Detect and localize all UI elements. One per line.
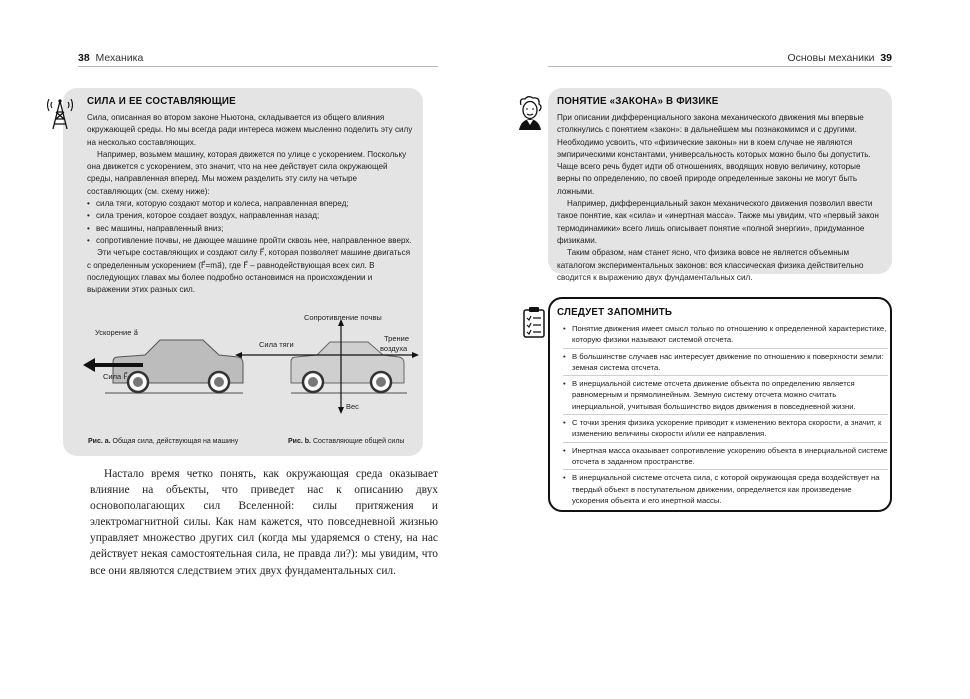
fig-b-friction-label-1: Трение (384, 334, 410, 343)
forces-box-title: СИЛА И ЕЕ СОСТАВЛЯЮЩИЕ (87, 96, 236, 107)
forces-list (87, 198, 414, 247)
forces-list-item: • сила тяги, которую создают мотор и колеса, направленная вперед; (87, 198, 414, 210)
fig-a-caption-label: Рис. a. (88, 438, 111, 445)
law-box-title: ПОНЯТИЕ «ЗАКОНА» В ФИЗИКЕ (557, 96, 719, 107)
remember-item: • Понятие движения имеет смысл только по отношению к определенной характеристике, которую физики называют системой отсчета. (563, 323, 888, 349)
radio-tower-icon (47, 97, 73, 131)
forces-list-item: • сопротивление почвы, не дающее машине пройти сквозь нее, направленное вверх. (87, 235, 414, 247)
remember-item: • В инерциальной системе отсчета движение объекта по определению является равномерным и прямолинейным. Земную систему отсчета можно считать инерциальной, учитывая большинство видов движения в повседневной жизни. (563, 378, 888, 415)
right-page-header (787, 52, 892, 64)
law-box-text (557, 112, 884, 284)
fig-a-caption (88, 438, 238, 445)
fig-b-thrust-label: Сила тяги (259, 340, 294, 349)
law-box-p1: При описании дифференциального закона механического движения мы впервые столкнулись с понятием «закон»: в дальнейшем мы познакомимся и с другими. Необходимо усвоить, что «физические законы» ни в коем случае не являются эмпирическими константами, универсальность которых можно было бы допустить. Чаще всего речь будет идти об отношениях, вводящих новую величину, которые верны по определению, по своей природе определенные законы не могут быть ложными. (557, 113, 871, 196)
forces-example: Например, возьмем машину, которая движется по улице с ускорением. Поскольку она движется с ускорением, это значит, что на нее действует сила окружающей среды, направленная вперед. Мы можем разделить эту силу на четыре составляющих (см. схему ниже): (87, 149, 407, 196)
right-section-title: Основы механики (787, 52, 875, 64)
fig-a-acceleration-label: Ускорение a⃗ (95, 328, 139, 337)
remember-list (563, 323, 888, 510)
main-paragraph-text: Настало время четко понять, как окружающая среда оказывает влияние на объекты, что приведет нас к описанию двух основополагающих сил Вселенной: силы притяжения и электромагнитной силы. Как нам кажется, что повседневной жизнью управляет множество других сил (когда мы ударяемся о стену, на нас действует некая самостоятельная сила, не правда ли?): мы увидим, что все они являются следствием этих двух фундаментальных сил. (90, 468, 438, 577)
remember-item: • Инертная масса оказывает сопротивление ускорению объекта в инерциальной системе отсчета в заданном пространстве. (563, 445, 888, 471)
remember-item: • В большинстве случаев нас интересует движение по отношению к поверхности земли: земная система отсчета. (563, 351, 888, 377)
fig-b-ground-resistance-label: Сопротивление почвы (304, 313, 382, 322)
spacer (168, 362, 169, 372)
fig-b-caption-label: Рис. b. (288, 438, 311, 445)
right-page-number: 39 (880, 52, 892, 64)
forces-list-item: • вес машины, направленный вниз; (87, 223, 414, 235)
einstein-portrait-icon (515, 95, 545, 131)
right-header-rule (548, 66, 892, 67)
forces-intro: Сила, описанная во втором законе Ньютона, складывается из общего влияния окружающей среды. Но мы всегда ради интереса можем мысленно поделить эту силу на несколько составляющих. (87, 113, 413, 147)
left-header-rule (78, 66, 438, 67)
left-page-number: 38 (78, 52, 90, 64)
remember-box-title: СЛЕДУЕТ ЗАПОМНИТЬ (557, 307, 673, 318)
remember-item: • С точки зрения физика ускорение приводит к изменению вектора скорости, а значит, к изменению величины скорости и/или ее направления. (563, 417, 888, 443)
remember-item: • В инерциальной системе отсчета сила, с которой окружающая среда воздействует на твердый объект в поступательном движении, определяется как произведение ускорения объекта и его инертной массы. (563, 472, 888, 508)
forces-conclusion: Эти четыре составляющих и создают силу F⃗, которая позволяет машине двигаться с определенным ускорением (F⃗=ma⃗), где F⃗ – равнодействующая всех сил. В последующих главах мы более подробно остановимся на происхождении и выражении этих разных сил. (87, 248, 411, 295)
law-box-p3: Таким образом, нам станет ясно, что физика вовсе не является объемным каталогом экспериментальных законов: вся классическая физика действительно сводится к выражению двух фундаментальных сил. (557, 248, 864, 282)
left-page-header (78, 52, 143, 64)
forces-box-text (87, 112, 414, 296)
checklist-clipboard-icon (522, 306, 546, 338)
forces-list-item: • сила трения, которое создает воздух, направленная назад; (87, 210, 414, 222)
fig-a-force-label: Сила F⃗ (103, 372, 128, 381)
fig-a-caption-text: Общая сила, действующая на машину (112, 438, 239, 445)
fig-b-caption-text: Составляющие общей силы (312, 438, 405, 445)
fig-b-friction-label-2: воздуха (380, 344, 408, 353)
fig-b-caption (288, 438, 404, 445)
law-box-p2: Например, дифференциальный закон механического движения позволил ввести такое понятие, как «сила» и «инертная масса». Также мы увидим, что «первый закон термодинамики» всего лишь описывает понятие «полной энергии», придуманное физиками. (557, 199, 879, 245)
main-paragraph (90, 466, 438, 579)
fig-b-weight-label: Вес (346, 402, 359, 411)
left-section-title: Механика (95, 52, 144, 64)
car-figure-a (83, 340, 243, 393)
